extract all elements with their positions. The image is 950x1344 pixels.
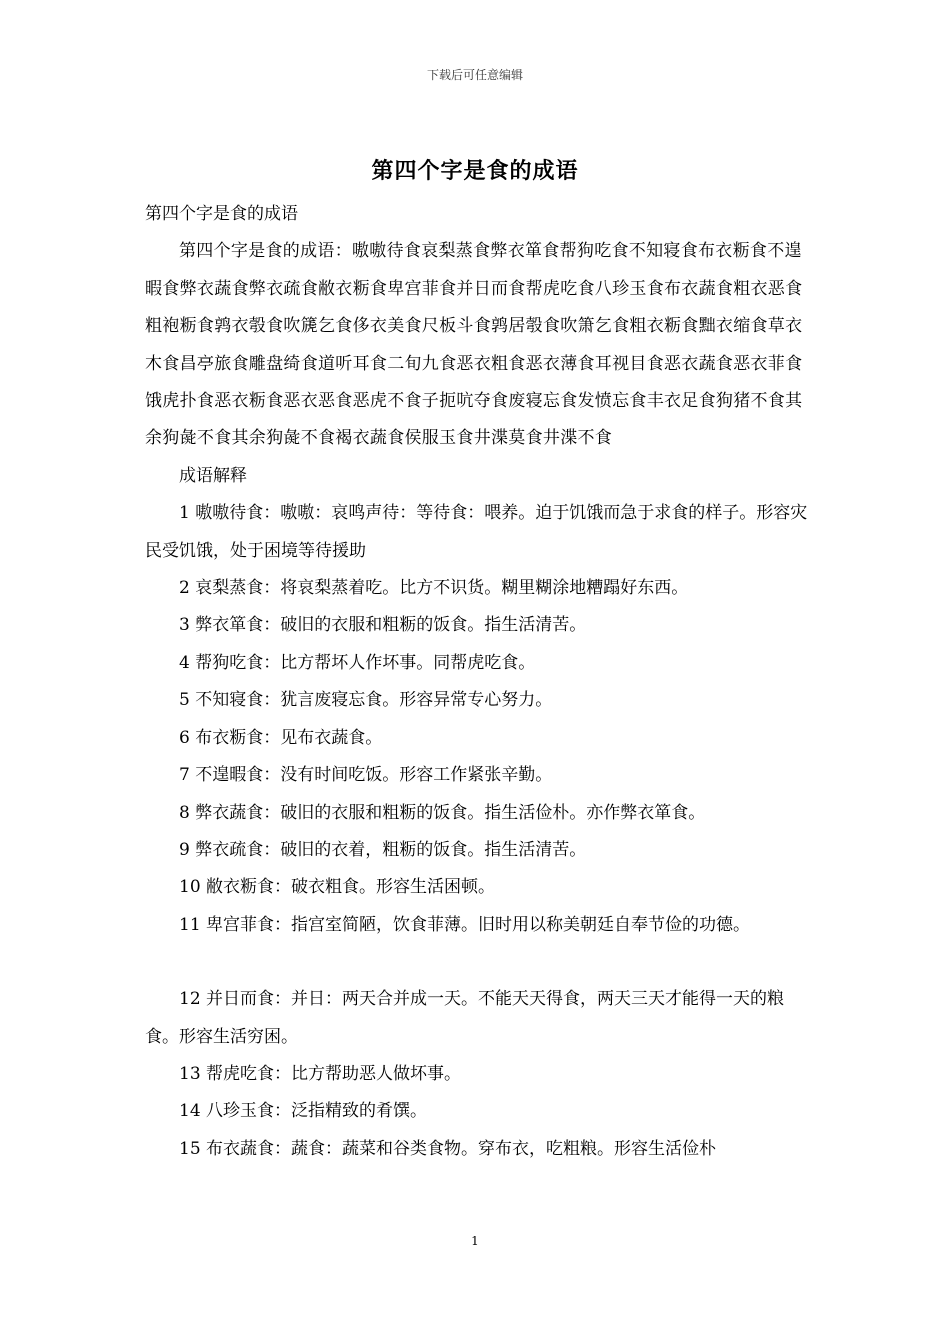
entry-14: 14 八珍玉食：泛指精致的肴馔。 <box>179 1101 428 1122</box>
section-heading: 成语解释 <box>179 465 247 486</box>
entry-9: 9 弊衣疏食：破旧的衣着，粗粝的饭食。指生活清苦。 <box>179 839 587 860</box>
intro-paragraph: 第四个字是食的成语：嗷嗷待食哀梨蒸食弊衣箪食帮狗吃食不知寝食布衣粝食不遑暇食弊衣蔬食弊衣疏食敝衣粝食卑宫菲食并日而食帮虎吃食八珍玉食布衣蔬食粗衣恶食粗袍粝食鹑衣彀食吹篪乞食侈衣美食尺板斗食鹑居彀食吹箫乞食粗衣粝食黜衣缩食草衣木食昌亭旅食雕盘绮食道听耳食二旬九食恶衣粗食恶衣薄食耳视目食恶衣蔬食恶衣菲食饿虎扑食恶衣粝食恶衣恶食恶虎不食子扼吭夺食废寝忘食发愤忘食丰衣足食狗猪不食其余狗彘不食其余狗彘不食褐衣蔬食侯服玉食井渫莫食井渫不食 <box>145 241 803 449</box>
entry-5: 5 不知寝食：犹言废寝忘食。形容异常专心努力。 <box>179 690 553 711</box>
entry-8: 8 弊衣蔬食：破旧的衣服和粗粝的饭食。指生活俭朴。亦作弊衣箪食。 <box>179 802 706 823</box>
entry-4: 4 帮狗吃食：比方帮坏人作坏事。同帮虎吃食。 <box>179 652 536 673</box>
entry-6: 6 布衣粝食：见布衣蔬食。 <box>179 727 383 748</box>
entry-15: 15 布衣蔬食：蔬食：蔬菜和谷类食物。穿布衣，吃粗粮。形容生活俭朴 <box>179 1138 717 1159</box>
document-body <box>145 196 810 1168</box>
entry-3: 3 弊衣箪食：破旧的衣服和粗粝的饭食。指生活清苦。 <box>179 615 587 636</box>
entry-13: 13 帮虎吃食：比方帮助恶人做坏事。 <box>179 1063 462 1084</box>
entry-10: 10 敝衣粝食：破衣粗食。形容生活困顿。 <box>179 877 496 898</box>
entry-7: 7 不遑暇食：没有时间吃饭。形容工作紧张辛勤。 <box>179 765 553 786</box>
paragraph-gap <box>145 944 810 981</box>
page-number: 1 <box>471 1234 479 1248</box>
entry-2: 2 哀梨蒸食：将哀梨蒸着吃。比方不识货。糊里糊涂地糟蹋好东西。 <box>179 578 689 599</box>
entry-11: 11 卑宫菲食：指宫室简陋，饮食菲薄。旧时用以称美朝廷自奉节俭的功德。 <box>179 914 751 935</box>
document-title: 第四个字是食的成语 <box>371 158 579 184</box>
entry-1: 1 嗷嗷待食：嗷嗷：哀鸣声待：等待食：喂养。迫于饥饿而急于求食的样子。形容灾民受饥饿，处于困境等待援助 <box>145 503 808 561</box>
header-note: 下载后可任意编辑 <box>426 68 523 82</box>
entry-12: 12 并日而食：并日：两天合并成一天。不能天天得食，两天三天才能得一天的粮食。形容生活穷困。 <box>145 989 785 1047</box>
document-subtitle: 第四个字是食的成语 <box>145 204 298 224</box>
